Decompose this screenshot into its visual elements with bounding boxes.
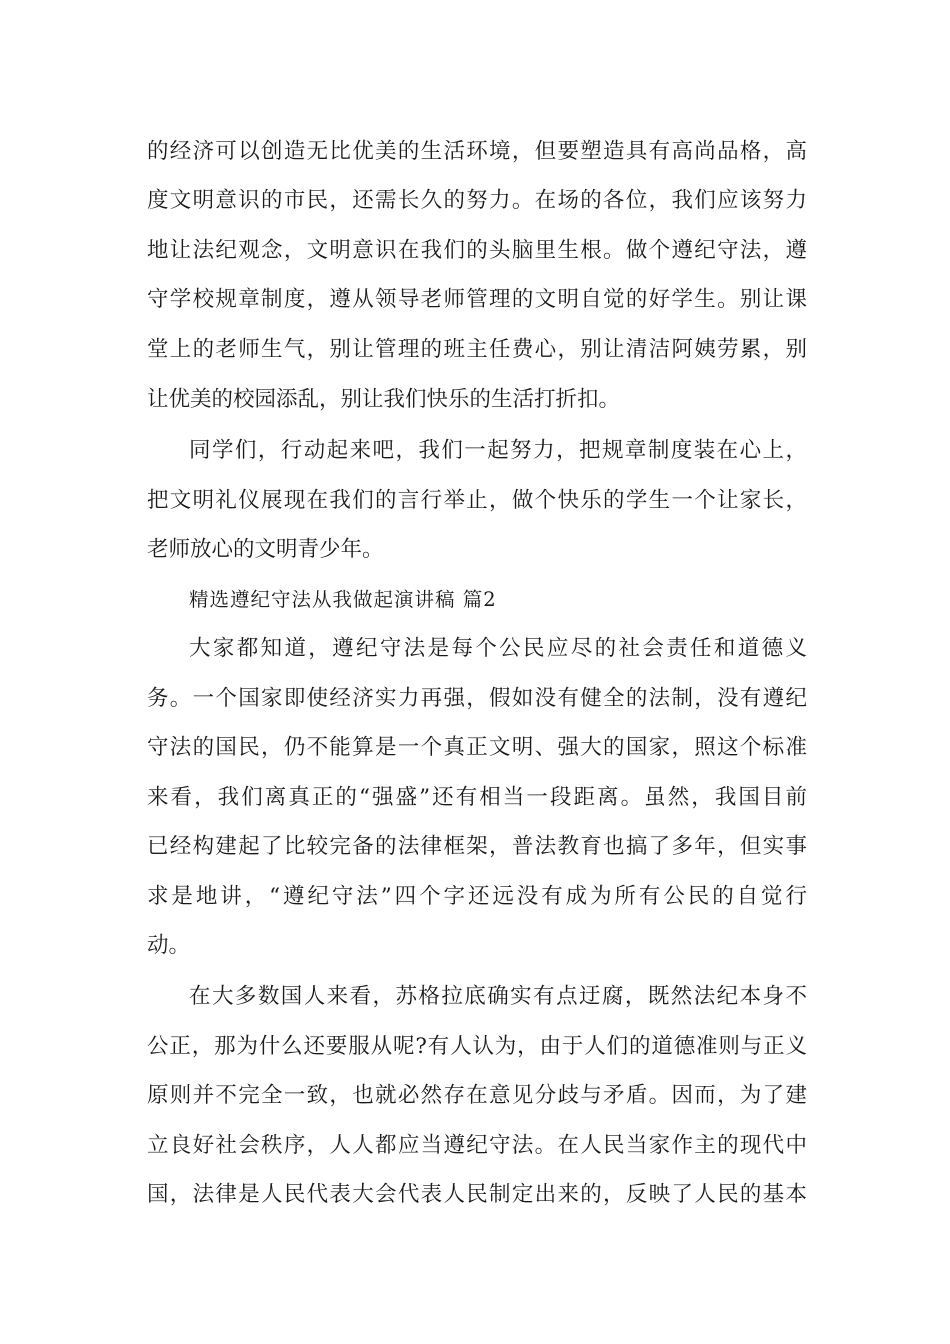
paragraph-line: 公正，那为什么还要服从呢?有人认为，由于人们的道德准则与正义 [147,1034,807,1059]
paragraph-line: 原则并不完全一致，也就必然存在意见分歧与矛盾。因而，为了建 [147,1083,807,1108]
paragraph-line: 守学校规章制度，遵从领导老师管理的文明自觉的好学生。别让课 [147,287,807,312]
paragraph-line: 度文明意识的市民，还需长久的努力。在场的各位，我们应该努力 [147,188,807,213]
paragraph-line: 动。 [147,933,191,958]
paragraph-line: 国，法律是人民代表大会代表人民制定出来的，反映了人民的基本 [147,1182,807,1207]
paragraph-line: 让优美的校园添乱，别让我们快乐的生活打折扣。 [147,387,621,412]
paragraph-line: 大家都知道，遵纪守法是每个公民应尽的社会责任和道德义 [189,636,807,661]
paragraph-line: 堂上的老师生气，别让管理的班主任费心，别让清洁阿姨劳累，别 [147,337,807,362]
paragraph-line: 已经构建起了比较完备的法律框架，普法教育也搞了多年，但实事 [147,834,807,859]
paragraph-line: 务。一个国家即使经济实力再强，假如没有健全的法制，没有遵纪 [147,686,807,711]
paragraph-line: 求是地讲，“遵纪守法”四个字还远没有成为所有公民的自觉行 [147,884,807,909]
paragraph-line: 同学们，行动起来吧，我们一起努力，把规章制度装在心上， [189,438,807,463]
paragraph-line: 守法的国民，仍不能算是一个真正文明、强大的国家，照这个标准 [147,735,807,760]
paragraph-line: 在大多数国人来看，苏格拉底确实有点迂腐，既然法纪本身不 [189,984,807,1009]
paragraph-line: 立良好社会秩序，人人都应当遵纪守法。在人民当家作主的现代中 [147,1133,807,1158]
section-heading: 精选遵纪守法从我做起演讲稿 篇2 [189,588,497,611]
paragraph-line: 把文明礼仪展现在我们的言行举止，做个快乐的学生一个让家长， [147,488,807,513]
paragraph-line: 老师放心的文明青少年。 [147,537,384,562]
paragraph-line: 地让法纪观念，文明意识在我们的头脑里生根。做个遵纪守法，遵 [147,238,807,263]
paragraph-line: 的经济可以创造无比优美的生活环境，但要塑造具有高尚品格，高 [147,139,807,164]
paragraph-line: 来看，我们离真正的“强盛”还有相当一段距离。虽然，我国目前 [147,785,807,810]
